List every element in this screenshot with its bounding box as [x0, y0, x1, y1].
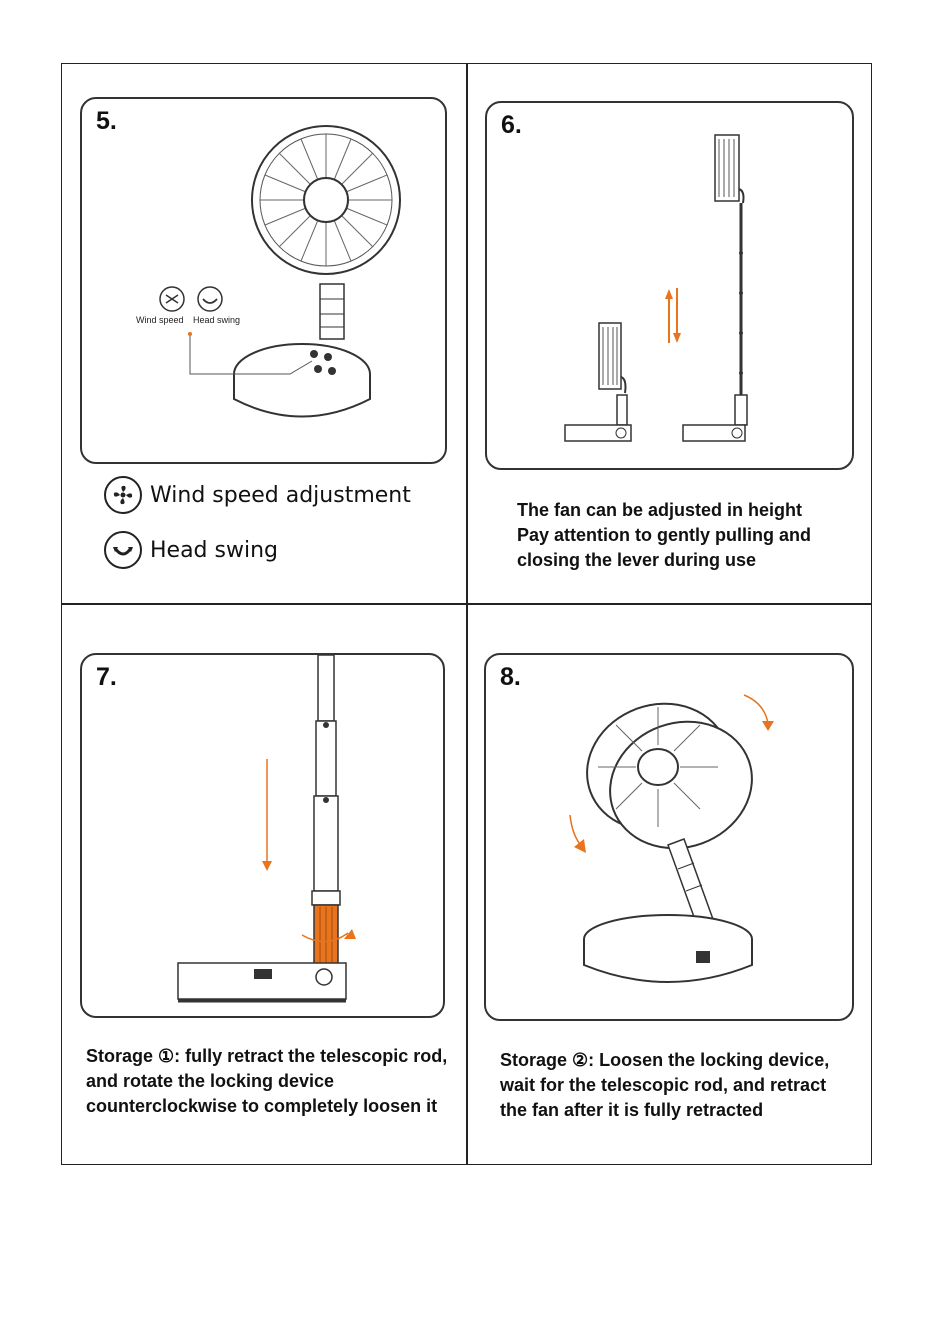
- grid-divider-vertical: [466, 64, 468, 1164]
- step-number: 5.: [96, 107, 117, 135]
- instruction-grid: [61, 63, 872, 1165]
- legend-head-swing: [104, 531, 278, 569]
- head-swing-label: Head swing: [193, 315, 241, 325]
- caption-step-8: [500, 1048, 829, 1123]
- caption-line: The fan can be adjusted in height: [517, 500, 803, 520]
- caption-line: counterclockwise to completely loosen it: [86, 1096, 438, 1116]
- caption-line: Storage ①: fully retract the telescopic rod,: [86, 1046, 448, 1066]
- grid-divider-horizontal: [62, 603, 871, 605]
- legend-text: Head swing: [150, 537, 278, 563]
- height-adjust-illustration: [487, 103, 854, 470]
- caption-step-7: [86, 1044, 447, 1119]
- caption-step-6: [517, 498, 811, 573]
- caption-line: closing the lever during use: [517, 550, 757, 570]
- swing-icon: [104, 531, 142, 569]
- legend-text: Wind speed adjustment: [150, 482, 411, 508]
- panel-step-6: [485, 101, 854, 470]
- caption-line: wait for the telescopic rod, and retract: [500, 1075, 827, 1095]
- step-number: 7.: [96, 663, 117, 691]
- legend-wind-speed: [104, 476, 411, 514]
- fold-fan-illustration: [486, 655, 854, 1021]
- caption-line: Storage ②: Loosen the locking device,: [500, 1050, 830, 1070]
- caption-line: Pay attention to gently pulling and: [517, 525, 812, 545]
- fan-controls-illustration: [82, 99, 447, 464]
- step-number: 8.: [500, 663, 521, 691]
- panel-step-8: [484, 653, 854, 1021]
- step-number: 6.: [501, 111, 522, 139]
- retract-rod-illustration: [82, 655, 445, 1018]
- panel-step-7: [80, 653, 445, 1018]
- caption-line: and rotate the locking device: [86, 1071, 335, 1091]
- caption-line: the fan after it is fully retracted: [500, 1100, 764, 1120]
- panel-step-5: [80, 97, 447, 464]
- fan-icon: [104, 476, 142, 514]
- wind-speed-label: Wind speed: [136, 315, 184, 325]
